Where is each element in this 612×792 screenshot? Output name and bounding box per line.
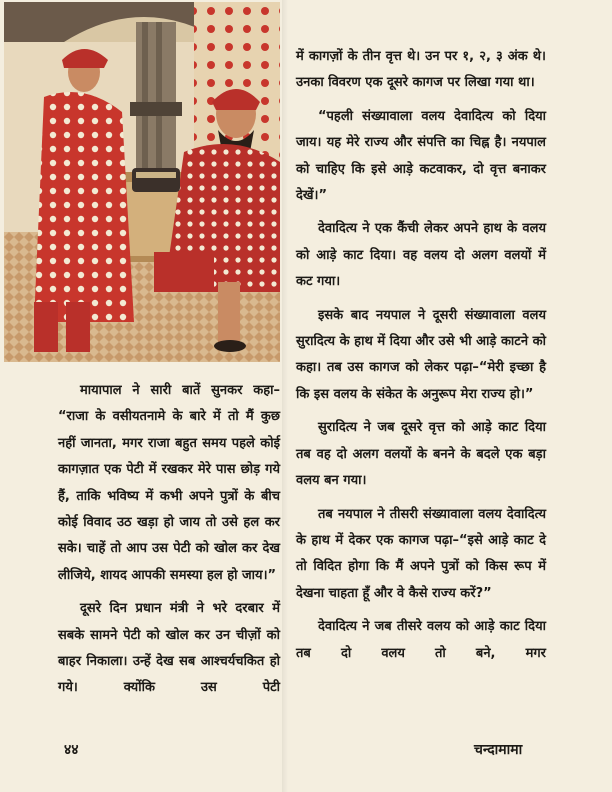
page-number: ४४ (64, 742, 79, 758)
page-gutter-shadow (282, 0, 288, 792)
paragraph: “पहली संख्यावाला वलय देवादित्य को दिया जाय। यह मेरे राज्य और संपत्ति का चिह्न है। नयपाल को चाहिए कि इसे आड़े कटवाकर, दो वृत्त बनाकर देखें।” (296, 108, 546, 204)
story-illustration (4, 2, 280, 362)
paragraph: देवादित्य ने जब तीसरे वलय को आड़े काट दिया तब दो वलय तो बने, मगर (296, 619, 546, 661)
paragraph: दूसरे दिन प्रधान मंत्री ने भरे दरबार में सबके सामने पेटी को खोल कर उन चीज़ों को बाहर निकाला। उन्हें देख सब आश्चर्यचकित हो गये। क्योंकि उस पेटी (58, 601, 280, 696)
paragraph: सुरादित्य ने जब दूसरे वृत्त को आड़े काट दिया तब वह दो अलग वलयों के बनने के बदले एक बड़ा वलय बन गया। (296, 420, 546, 489)
left-text-column (58, 378, 280, 702)
paragraph: तब नयपाल ने तीसरी संख्यावाला वलय देवादित्य के हाथ में देकर एक कागज पढ़ा–“इसे आड़े काट दे तो विदित होगा कि मैं अपने पुत्रों को किस रूप में देखना चाहता हूँ और वे कैसे राज्य करें?” (296, 506, 546, 601)
paragraph: में कागज़ों के तीन वृत्त थे। उन पर १, २, ३ अंक थे। उनका विवरण एक दूसरे कागज पर लिखा गया था। (296, 49, 546, 91)
magazine-name: चन्दामामा (474, 742, 523, 758)
right-text-column (296, 44, 546, 667)
paragraph: इसके बाद नयपाल ने दूसरी संख्यावाला वलय सुरादित्य के हाथ में दिया और उसे भी आड़े काटने को कहा। तब उस कागज को लेकर पढ़ा–“मेरी इच्छा है कि इस वलय के संकेत के अनुरूप मेरा राज्य हो।” (296, 307, 546, 402)
paragraph: देवादित्य ने एक कैंची लेकर अपने हाथ के वलय को आड़े काट दिया। वह वलय दो अलग वलयों में कट गया। (296, 221, 546, 290)
paragraph: मायापाल ने सारी बातें सुनकर कहा– “राजा के वसीयतनामे के बारे में तो मैं कुछ नहीं जानता, मगर राजा बहुत समय पहले कोई कागज़ात एक पेटी में रखकर मेरे पास छोड़ गये हैं, ताकि भविष्य में कभी अपने पुत्रों के बीच कोई विवाद उठ खड़ा हो जाय तो उसे हल कर सके। चाहें तो आप उस पेटी को खोल कर देख लीजिये, शायद आपकी समस्या हल हो जाय।” (58, 383, 280, 583)
